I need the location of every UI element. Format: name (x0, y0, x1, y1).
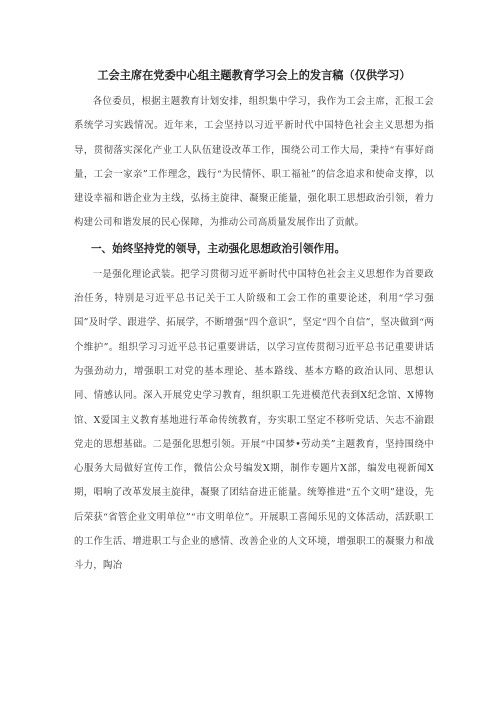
section-paragraph: 一是强化理论武装。把学习贯彻习近平新时代中国特色社会主义思想作为首要政治任务，特别是习近平总书记关于工人阶级和工会工作的重要论述，利用“学习强国”及时学、跟进学、拓展学，不断增强“四个意识”，坚定“四个自信”，坚决做到“两个维护”。组织学习习近平总书记重要讲话，以学习宣传贯彻习近平总书记重要讲话为强劲动力，增强职工对党的基本理论、基本路线、基本方略的政治认同、思想认同、情感认同。深入开展党史学习教育，组织职工先进模范代表到X纪念馆、X博物馆、X爱国主义教育基地进行革命传统教育，夯实职工坚定不移听党话、矢志不渝跟党走的思想基础。二是强化思想引领。开展“中国梦•劳动美”主题教育，坚持围绕中心服务大局做好宣传工作，微信公众号编发X期，制作专题片X部，编发电视新闻X期，唱响了改革发展主旋律，凝聚了团结奋进正能量。统筹推进“五个文明”建设，先后荣获“省管企业文明单位”“市文明单位”。开展职工喜闻乐见的文体活动，活跃职工的工作生活、增进职工与企业的感情、改善企业的人文环境，增强职工的凝聚力和战斗力，陶冶 (74, 268, 434, 572)
section-heading: 一、始终坚持党的领导，主动强化思想政治引领作用。 (90, 242, 346, 255)
document-title: 工会主席在党委中心组主题教育学习会上的发言稿（仅供学习） (97, 69, 411, 82)
document-body (74, 68, 434, 579)
intro-paragraph: 各位委员，根据主题教育计划安排，组织集中学习，我作为工会主席，汇报工会系统学习实践情况。近年来，工会坚持以习近平新时代中国特色社会主义思想为指导，贯彻落实深化产业工人队伍建设改革工作，围绕公司工作大局，秉持“有事好商量，工会一家亲”工作理念，践行“为民情怀、职工福祉”的信念追求和使命支撑，以建设幸福和谐企业为主线，弘扬主旋律、凝聚正能量，强化职工思想政治引领，着力构建公司和谐发展的民心保障，为推动公司高质量发展作出了贡献。 (74, 96, 434, 229)
